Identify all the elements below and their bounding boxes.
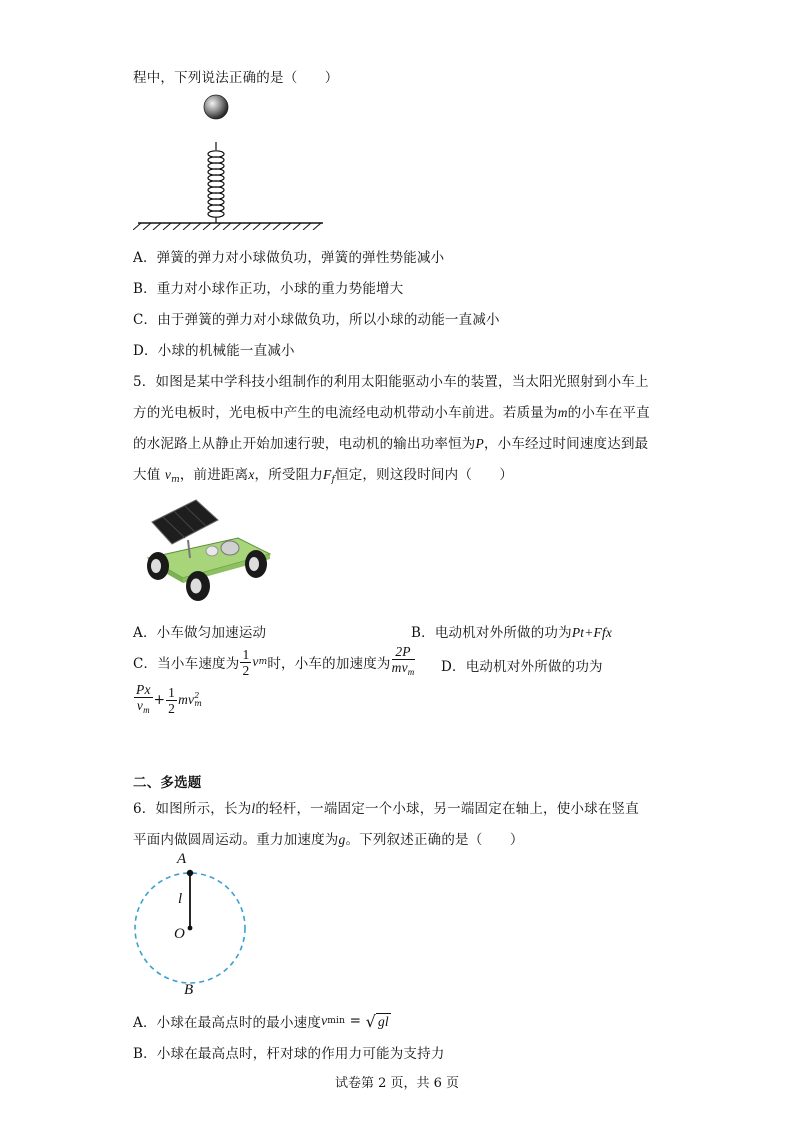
q5-stem-line4: 大值 $v_m$，前进距离x，所受阻力$F_f$恒定，则这段时间内（ ） xyxy=(133,467,514,485)
fraction-half: $\frac{1}{2}$ xyxy=(242,646,250,678)
label-o: O xyxy=(174,926,185,942)
wheel-back-left xyxy=(186,571,210,601)
section-title-multiple-choice: 二、多选题 xyxy=(133,775,202,791)
spring-coil xyxy=(208,142,224,223)
q4-option-b: B．重力对小球作正功，小球的重力势能增大 xyxy=(133,281,404,297)
fraction-2p-mvm: $\frac{2P}{mv_m}$ xyxy=(391,644,415,677)
q5-option-c: C．当小车速度为 $\frac{1}{2}$ v m 时，小车的加速度为 $\frac{2P}{mv_m}$ xyxy=(133,645,416,679)
wheel-back-right xyxy=(245,550,267,578)
solar-car-figure xyxy=(138,496,273,604)
q4-option-c: C．由于弹簧的弹力对小球做负功，所以小球的动能一直减小 xyxy=(133,312,500,328)
q6-stem-line2: 平面内做圆周运动。重力加速度为g。下列叙述正确的是（ ） xyxy=(133,832,524,848)
sqrt-symbol: √ xyxy=(365,1011,376,1031)
q5-option-d-text: D．电动机对外所做的功为 xyxy=(441,659,603,675)
q6-stem-line1: 6．如图所示，长为l的轻杆，一端固定一个小球，另一端固定在轴上，使小球在竖直 xyxy=(133,801,639,817)
ground-hatch xyxy=(133,223,323,230)
q5-stem-line3: 的水泥路上从静止开始加速行驶，电动机的输出功率恒为P，小车经过时间速度达到最 xyxy=(133,436,649,452)
wheel-front-left xyxy=(147,552,169,580)
label-b: B xyxy=(184,982,194,998)
label-a: A xyxy=(177,851,187,867)
q5-stem-line1: 5．如图是某中学科技小组制作的利用太阳能驱动小车的装置，当太阳光照射到小车上 xyxy=(133,374,649,390)
fraction-half-2: $\frac{1}{2}$ xyxy=(168,684,176,716)
label-l: l xyxy=(178,891,183,907)
q4-option-a: A．弹簧的弹力对小球做负功，弹簧的弹性势能减小 xyxy=(133,250,445,266)
q4-option-d: D．小球的机械能一直减小 xyxy=(133,343,295,359)
q6-option-a: A．小球在最高点时的最小速度 v min = √ gl xyxy=(133,1011,389,1031)
q5-option-a: A．小车做匀加速运动 xyxy=(133,625,267,641)
q6-option-b: B．小球在最高点时，杆对球的作用力可能为支持力 xyxy=(133,1046,445,1062)
spring-ball-figure xyxy=(133,90,333,230)
motor xyxy=(221,541,239,555)
q4-stem-tail: 程中，下列说法正确的是（ ） xyxy=(133,70,339,86)
q5-option-b: B．电动机对外所做的功为Pt+Ffx xyxy=(411,625,613,641)
q5-option-d-formula: $\frac{Px}{v_m}$ + $\frac{1}{2}$ mv 2 m xyxy=(133,683,202,717)
circular-motion-figure xyxy=(133,851,263,1001)
fraction-px-vm: $\frac{Px}{v_m}$ xyxy=(136,682,151,715)
axis-point xyxy=(188,926,193,931)
ball xyxy=(204,95,228,119)
q5-stem-line2: 方的光电板时，光电板中产生的电流经电动机带动小车前进。若质量为m的小车在平直 xyxy=(133,405,650,421)
page-footer: 试卷第 2 页，共 6 页 xyxy=(334,1076,460,1091)
ball-point xyxy=(187,870,193,876)
